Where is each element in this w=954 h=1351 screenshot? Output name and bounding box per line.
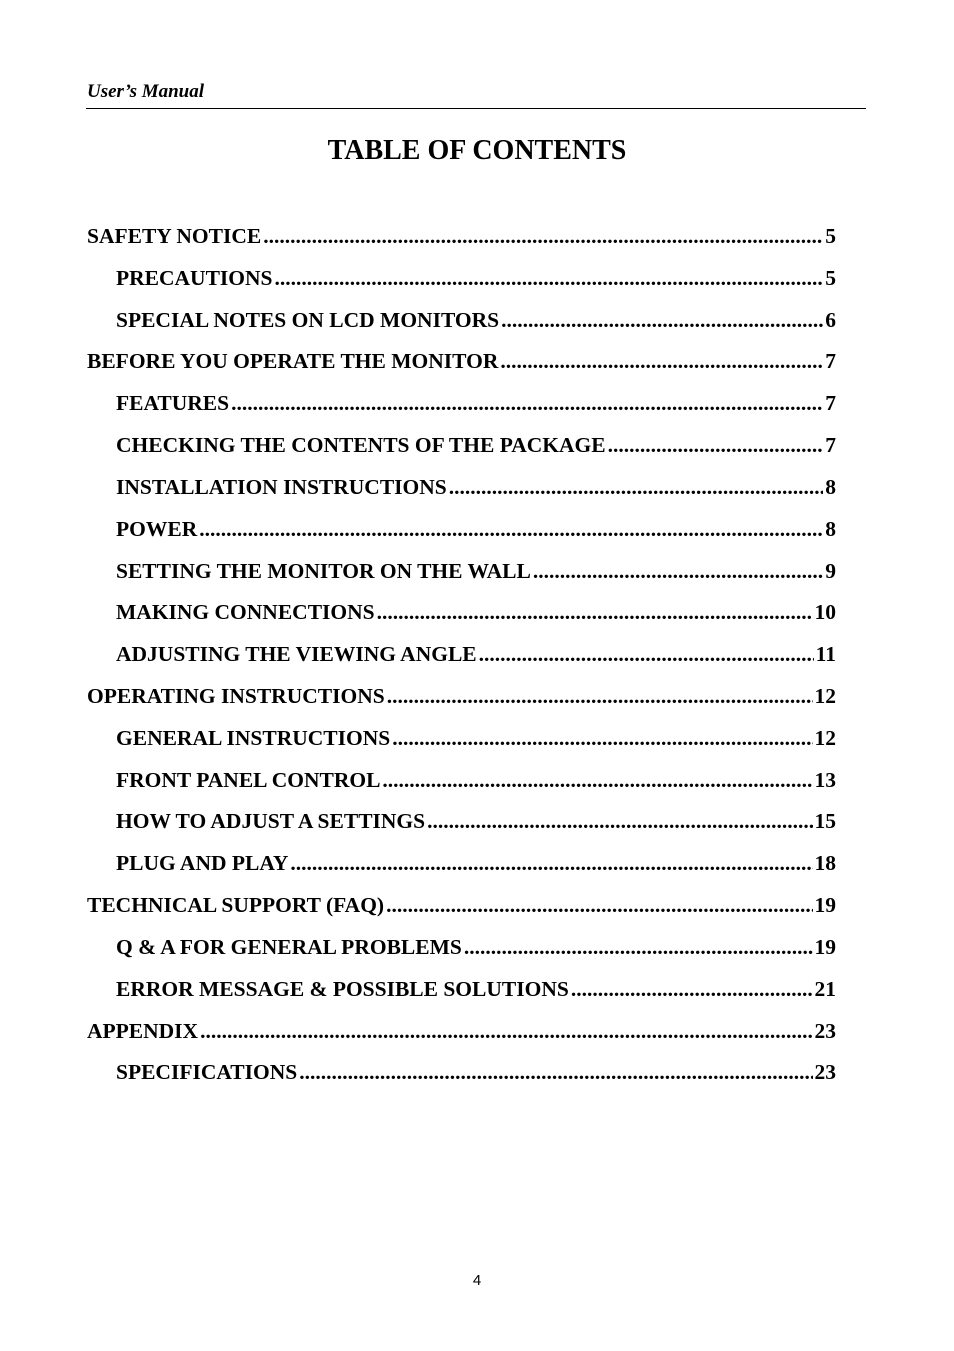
- toc-entry-safety-notice[interactable]: [87, 222, 836, 250]
- toc-entry-page: 12: [814, 726, 836, 750]
- toc-entry-label: Q & A FOR GENERAL PROBLEMS: [116, 935, 462, 959]
- toc-dot-leader: [427, 807, 812, 835]
- toc-entry-label: BEFORE YOU OPERATE THE MONITOR: [87, 349, 499, 373]
- toc-entry-page: 12: [814, 684, 836, 708]
- page-title: TABLE OF CONTENTS: [327, 135, 627, 166]
- toc-entry-page: 21: [814, 977, 836, 1001]
- toc-entry-label: FRONT PANEL CONTROL: [116, 768, 381, 792]
- toc-entry-adjust-settings[interactable]: [116, 807, 836, 835]
- toc-dot-leader: [608, 431, 824, 459]
- toc-entry-front-panel-control[interactable]: [116, 766, 836, 794]
- toc-entry-label: SETTING THE MONITOR ON THE WALL: [116, 559, 531, 583]
- toc-entry-label: APPENDIX: [87, 1019, 199, 1043]
- toc-entry-page: 7: [825, 391, 836, 415]
- toc-entry-label: HOW TO ADJUST A SETTINGS: [116, 809, 426, 833]
- toc-entry-label: GENERAL INSTRUCTIONS: [116, 726, 391, 750]
- toc-entry-label: INSTALLATION INSTRUCTIONS: [116, 475, 447, 499]
- toc-entry-features[interactable]: [116, 389, 836, 417]
- toc-entry-page: 8: [825, 517, 836, 541]
- toc-entry-page: 18: [814, 851, 836, 875]
- toc-entry-label: CHECKING THE CONTENTS OF THE PACKAGE: [116, 433, 606, 457]
- toc-entry-label: TECHNICAL SUPPORT (FAQ): [87, 893, 385, 917]
- toc-dot-leader: [199, 515, 823, 543]
- toc-dot-leader: [275, 264, 824, 292]
- toc-entry-label: MAKING CONNECTIONS: [116, 600, 375, 624]
- toc-entry-page: 13: [814, 768, 836, 792]
- toc-dot-leader: [377, 598, 813, 626]
- toc-entry-checking-contents[interactable]: [116, 431, 836, 459]
- toc-entry-page: 23: [814, 1019, 836, 1043]
- toc-entry-plug-and-play[interactable]: [116, 849, 836, 877]
- toc-entry-label: PLUG AND PLAY: [116, 851, 289, 875]
- toc-entry-making-connections[interactable]: [116, 598, 836, 626]
- toc-entry-power[interactable]: [116, 515, 836, 543]
- toc-entry-label: SAFETY NOTICE: [87, 224, 262, 248]
- toc-dot-leader: [464, 933, 813, 961]
- toc-entry-page: 6: [825, 308, 836, 332]
- toc-entry-page: 19: [814, 893, 836, 917]
- toc-entry-page: 9: [825, 559, 836, 583]
- toc-entry-page: 10: [814, 600, 836, 624]
- toc-entry-label: ADJUSTING THE VIEWING ANGLE: [116, 642, 477, 666]
- toc-entry-label: SPECIAL NOTES ON LCD MONITORS: [116, 308, 500, 332]
- toc-dot-leader: [479, 640, 814, 668]
- toc-entry-specifications[interactable]: [116, 1058, 836, 1086]
- toc-entry-page: 19: [814, 935, 836, 959]
- toc-dot-leader: [387, 682, 813, 710]
- running-header-title: User’s Manual: [87, 81, 205, 102]
- toc-dot-leader: [290, 849, 812, 877]
- toc-dot-leader: [231, 389, 823, 417]
- toc-entry-page: 5: [825, 266, 836, 290]
- toc-entry-installation-instructions[interactable]: [116, 473, 836, 501]
- toc-entry-label: FEATURES: [116, 391, 230, 415]
- toc-entry-precautions[interactable]: [116, 264, 836, 292]
- toc-entry-page: 11: [815, 642, 836, 666]
- toc-entry-page: 23: [814, 1060, 836, 1084]
- toc-dot-leader: [382, 766, 812, 794]
- toc-dot-leader: [299, 1058, 812, 1086]
- toc-entry-label: SPECIFICATIONS: [116, 1060, 298, 1084]
- toc-entry-viewing-angle[interactable]: [116, 640, 836, 668]
- toc-entry-page: 7: [825, 433, 836, 457]
- toc-dot-leader: [500, 347, 823, 375]
- toc-dot-leader: [386, 891, 812, 919]
- toc-entry-page: 8: [825, 475, 836, 499]
- toc-entry-error-messages[interactable]: [116, 975, 836, 1003]
- toc-entry-operating-instructions[interactable]: [87, 682, 836, 710]
- toc-dot-leader: [200, 1017, 812, 1045]
- toc-entry-page: 15: [814, 809, 836, 833]
- toc-entry-before-you-operate[interactable]: [87, 347, 836, 375]
- toc-entry-technical-support[interactable]: [87, 891, 836, 919]
- toc-entry-label: PRECAUTIONS: [116, 266, 273, 290]
- toc-entry-label: ERROR MESSAGE & POSSIBLE SOLUTIONS: [116, 977, 569, 1001]
- toc-entry-qa-general-problems[interactable]: [116, 933, 836, 961]
- header-divider: [86, 108, 866, 109]
- toc-entry-special-notes[interactable]: [116, 306, 836, 334]
- page-number: 4: [472, 1272, 482, 1289]
- toc-dot-leader: [263, 222, 823, 250]
- toc-entry-label: OPERATING INSTRUCTIONS: [87, 684, 385, 708]
- toc-entry-wall-mounting[interactable]: [116, 557, 836, 585]
- toc-dot-leader: [533, 557, 823, 585]
- toc-entry-label: POWER: [116, 517, 198, 541]
- toc-entry-appendix[interactable]: [87, 1017, 836, 1045]
- toc-entry-general-instructions[interactable]: [116, 724, 836, 752]
- toc-dot-leader: [501, 306, 823, 334]
- toc-dot-leader: [571, 975, 813, 1003]
- toc-entry-page: 5: [825, 224, 836, 248]
- toc-entry-page: 7: [825, 349, 836, 373]
- toc-dot-leader: [449, 473, 823, 501]
- toc-dot-leader: [392, 724, 812, 752]
